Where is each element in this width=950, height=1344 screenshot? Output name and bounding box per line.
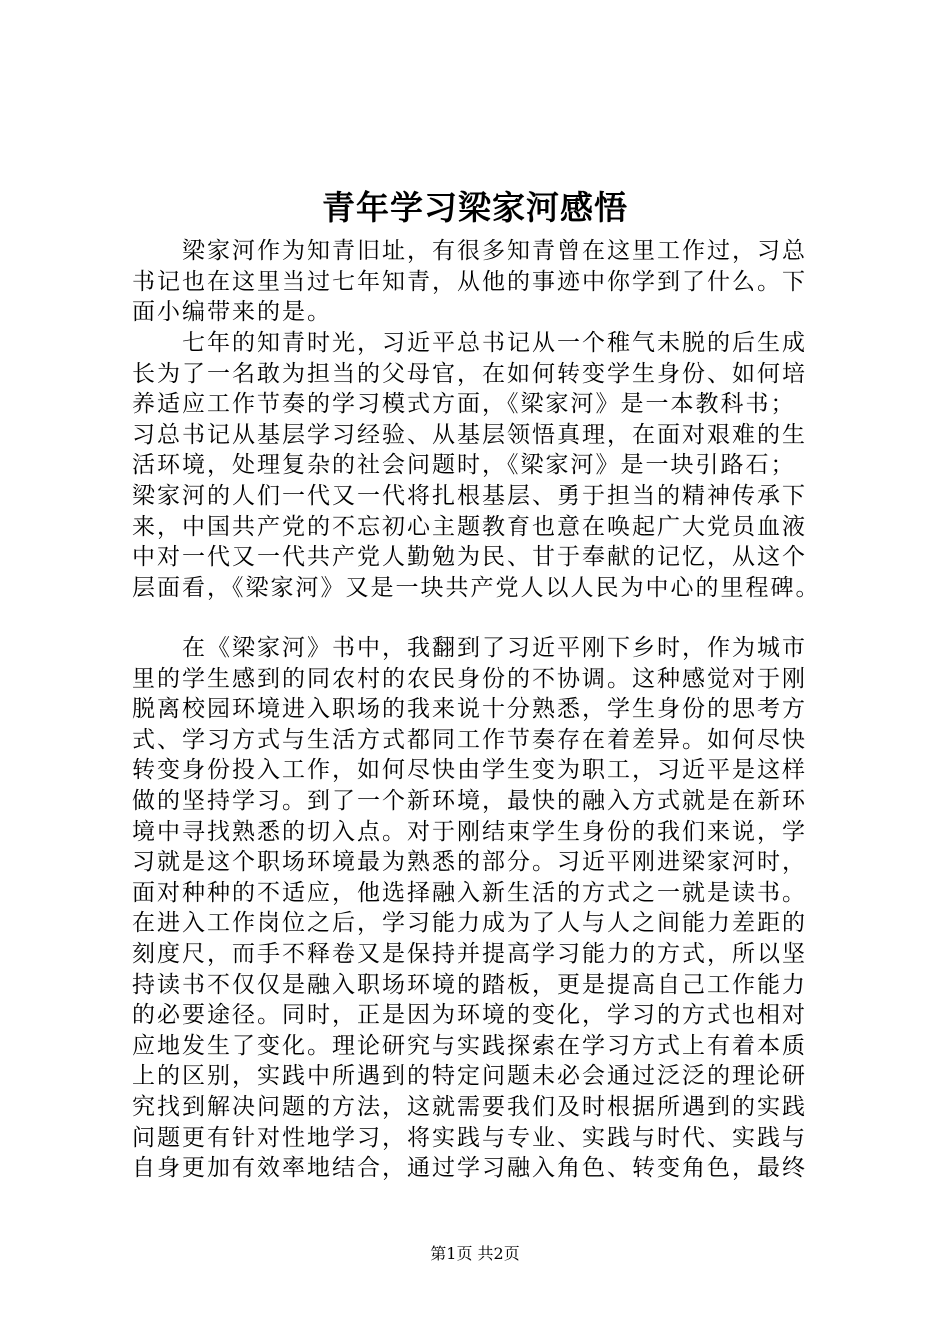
paragraph-line: 应地发生了变化。理论研究与实践探索在学习方式上有着本质 (132, 1032, 807, 1059)
paragraph-line: 书记也在这里当过七年知青，从他的事迹中你学到了什么。下 (132, 268, 807, 295)
document-title: 青年学习梁家河感悟 (322, 188, 628, 227)
paragraph-line: 习就是这个职场环境最为熟悉的部分。习近平刚进梁家河时， (132, 849, 807, 876)
paragraph-line: 来，中国共产党的不忘初心主题教育也意在唤起广大党员血液 (132, 513, 807, 540)
paragraph-line: 刻度尺，而手不释卷又是保持并提高学习能力的方式，所以坚 (132, 940, 807, 967)
paragraph-line: 在进入工作岗位之后，学习能力成为了人与人之间能力差距的 (132, 910, 807, 937)
paragraph-line: 上的区别，实践中所遇到的特定问题未必会通过泛泛的理论研 (132, 1063, 807, 1090)
paragraph-line: 梁家河作为知青旧址，有很多知青曾在这里工作过，习总 (182, 238, 807, 264)
paragraph-2 (132, 328, 834, 603)
paragraph-3 (132, 633, 834, 1184)
paragraph-line: 自身更加有效率地结合，通过学习融入角色、转变角色，最终 (132, 1155, 807, 1182)
paragraph-line: 做的坚持学习。到了一个新环境，最快的融入方式就是在新环 (132, 787, 807, 814)
paragraph-line: 七年的知青时光，习近平总书记从一个稚气未脱的后生成 (182, 330, 807, 356)
paragraph-1 (132, 236, 834, 328)
paragraph-line: 境中寻找熟悉的切入点。对于刚结束学生身份的我们来说，学 (132, 818, 807, 845)
page-number-footer: 第1页 共2页 (430, 1244, 520, 1263)
paragraph-line: 中对一代又一代共产党人勤勉为民、甘于奉献的记忆，从这个 (132, 544, 807, 571)
paragraph-line: 养适应工作节奏的学习模式方面，《梁家河》是一本教科书； (132, 391, 796, 418)
paragraph-line: 层面看，《梁家河》又是一块共产党人以人民为中心的里程碑。 (132, 574, 821, 601)
paragraph-line: 面对种种的不适应，他选择融入新生活的方式之一就是读书。 (132, 879, 807, 906)
paragraph-line: 问题更有针对性地学习，将实践与专业、实践与时代、实践与 (132, 1124, 807, 1151)
paragraph-line: 转变身份投入工作，如何尽快由学生变为职工，习近平是这样 (132, 757, 807, 784)
paragraph-line: 的必要途径。同时，正是因为环境的变化，学习的方式也相对 (132, 1002, 807, 1029)
paragraph-line: 式、学习方式与生活方式都同工作节奏存在着差异。如何尽快 (132, 726, 807, 753)
paragraph-line: 长为了一名敢为担当的父母官，在如何转变学生身份、如何培 (132, 360, 807, 387)
paragraph-line: 里的学生感到的同农村的农民身份的不协调。这种感觉对于刚 (132, 665, 807, 692)
paragraph-line: 在《梁家河》书中，我翻到了习近平刚下乡时，作为城市 (182, 635, 807, 661)
paragraph-line: 活环境，处理复杂的社会问题时，《梁家河》是一块引路石； (132, 452, 796, 479)
paragraph-line: 究找到解决问题的方法，这就需要我们及时根据所遇到的实践 (132, 1093, 807, 1120)
paragraph-line: 梁家河的人们一代又一代将扎根基层、勇于担当的精神传承下 (132, 482, 807, 509)
paragraph-line: 脱离校园环境进入职场的我来说十分熟悉，学生身份的思考方 (132, 696, 807, 723)
paragraph-line: 持读书不仅仅是融入职场环境的踏板，更是提高自己工作能力 (132, 971, 807, 998)
paragraph-line: 面小编带来的是。 (132, 299, 332, 326)
paragraph-line: 习总书记从基层学习经验、从基层领悟真理，在面对艰难的生 (132, 421, 807, 448)
